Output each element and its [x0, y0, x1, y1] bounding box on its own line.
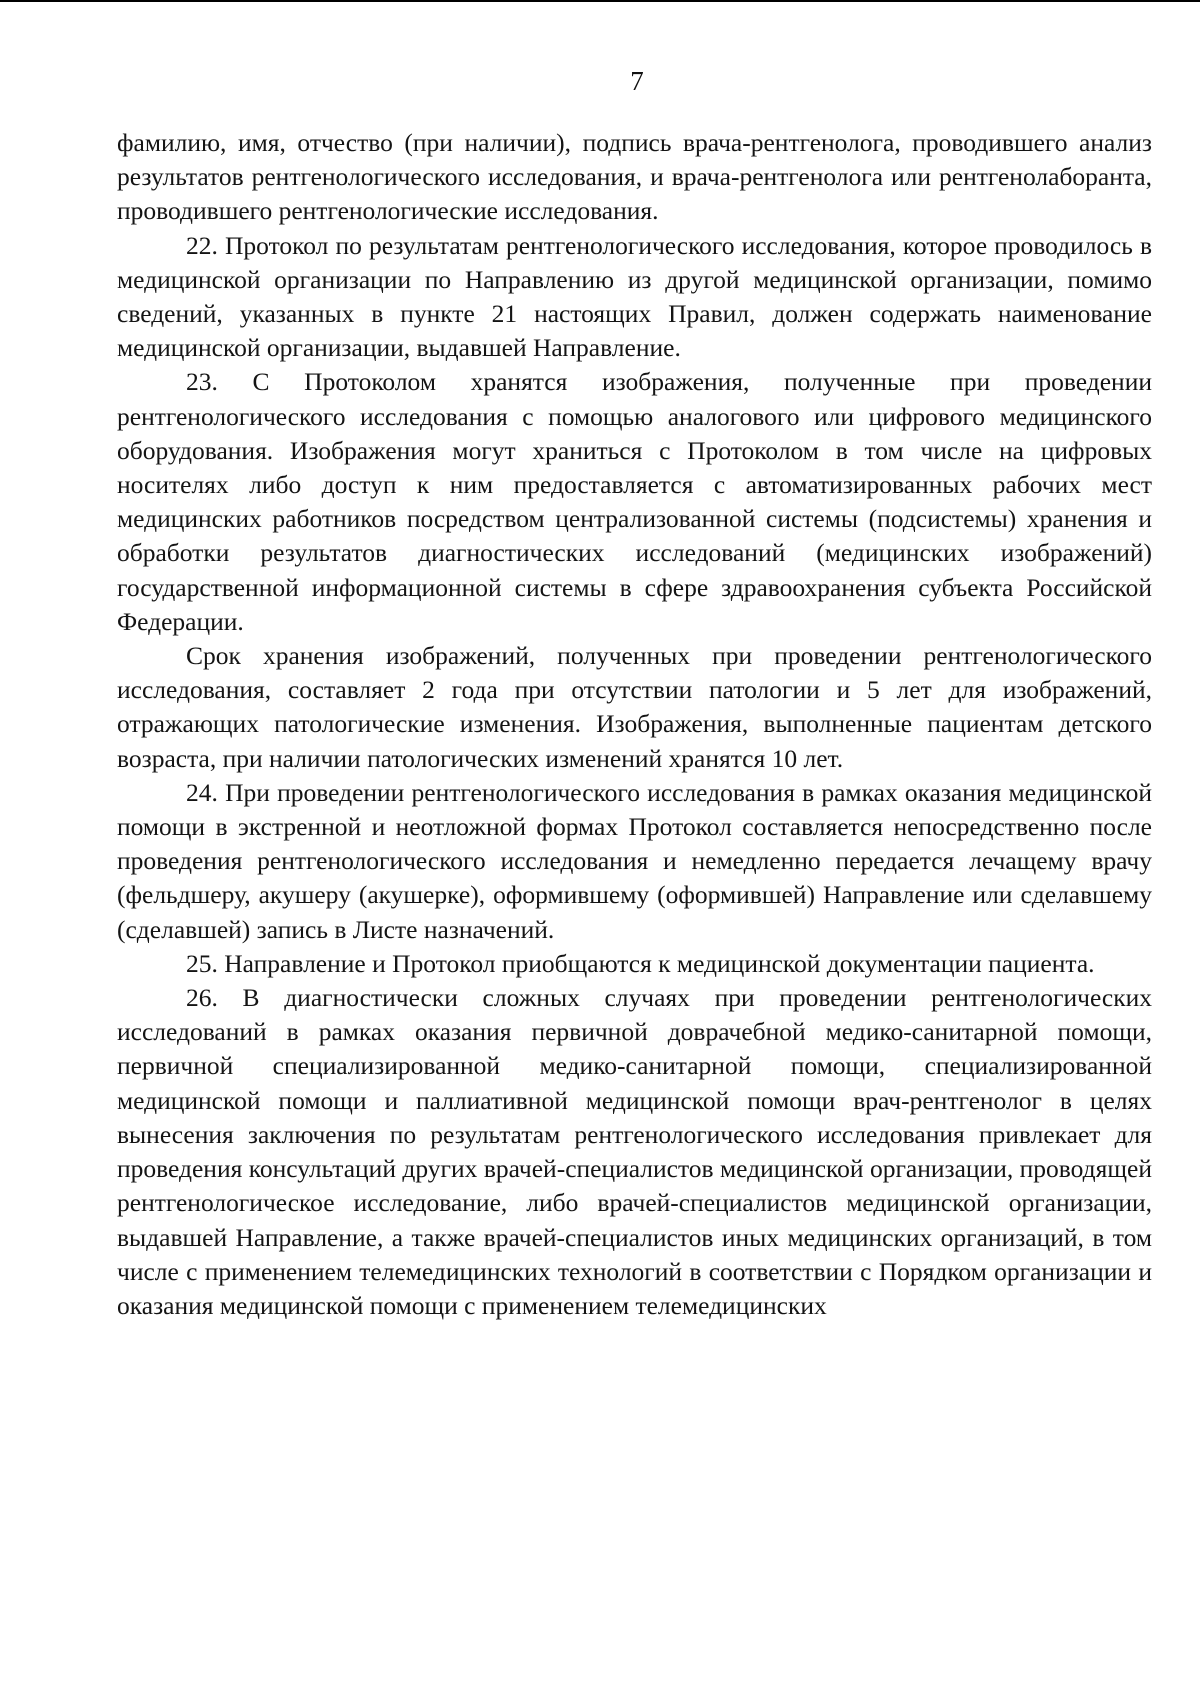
paragraph-storage-term: Срок хранения изображений, полученных при проведении рентгенологического исследования, составляет 2 года при отсутствии патологии и 5 лет для изображений, отражающих патологические изменения. Изображения, выполненные пациентам детского возраста, при наличии патологических изменений хранятся 10 лет.	[117, 641, 1152, 773]
paragraph-24: 24. При проведении рентгенологического исследования в рамках оказания медицинской помощи в экстренной и неотложной формах Протокол составляется непосредственно после проведения рентгенологического исследования и немедленно передается лечащему врачу (фельдшеру, акушеру (акушерке), оформившему (оформившей) Направление или сделавшему (сделавшей) запись в Листе назначений.	[117, 777, 1152, 944]
paragraph-signatures: фамилию, имя, отчество (при наличии), подпись врача-рентгенолога, проводившего анализ результатов рентгенологического исследования, и врача-рентгенолога или рентгенолаборанта, проводившего рентгенологические исследования.	[117, 128, 1152, 226]
paragraph-23: 23. С Протоколом хранятся изображения, полученные при проведении рентгенологического исследования с помощью аналогового или цифрового медицинского оборудования. Изображения могут храниться с Протоколом в том числе на цифровых носителях либо доступ к ним предоставляется с автоматизированных рабочих мест медицинских работников посредством централизованной системы (подсистемы) хранения и обработки результатов диагностических исследований (медицинских изображений) государственной информационной системы в сфере здравоохранения субъекта Российской Федерации.	[117, 367, 1152, 636]
page-number: 7	[630, 66, 644, 96]
document-body	[117, 126, 1152, 1323]
paragraph-25: 25. Направление и Протокол приобщаются к медицинской документации пациента.	[186, 948, 1095, 978]
top-border-line	[0, 0, 1200, 2]
paragraph-26: 26. В диагностически сложных случаях при проведении рентгенологических исследований в рамках оказания первичной доврачебной медико-санитарной помощи, первичной специализированной медико-санитарной помощи, специализированной медицинской помощи и паллиативной медицинской помощи врач-рентгенолог в целях вынесения заключения по результатам рентгенологического исследования привлекает для проведения консультаций других врачей-специалистов медицинской организации, проводящей рентгенологическое исследование, либо врачей-специалистов медицинской организации, выдавшей Направление, а также врачей-специалистов иных медицинских организаций, в том числе с применением телемедицинских технологий в соответствии с Порядком организации и оказания медицинской помощи с применением телемедицинских	[117, 983, 1152, 1320]
paragraph-22: 22. Протокол по результатам рентгенологического исследования, которое проводилось в медицинской организации по Направлению из другой медицинской организации, помимо сведений, указанных в пункте 21 настоящих Правил, должен содержать наименование медицинской организации, выдавшей Направление.	[117, 230, 1152, 363]
